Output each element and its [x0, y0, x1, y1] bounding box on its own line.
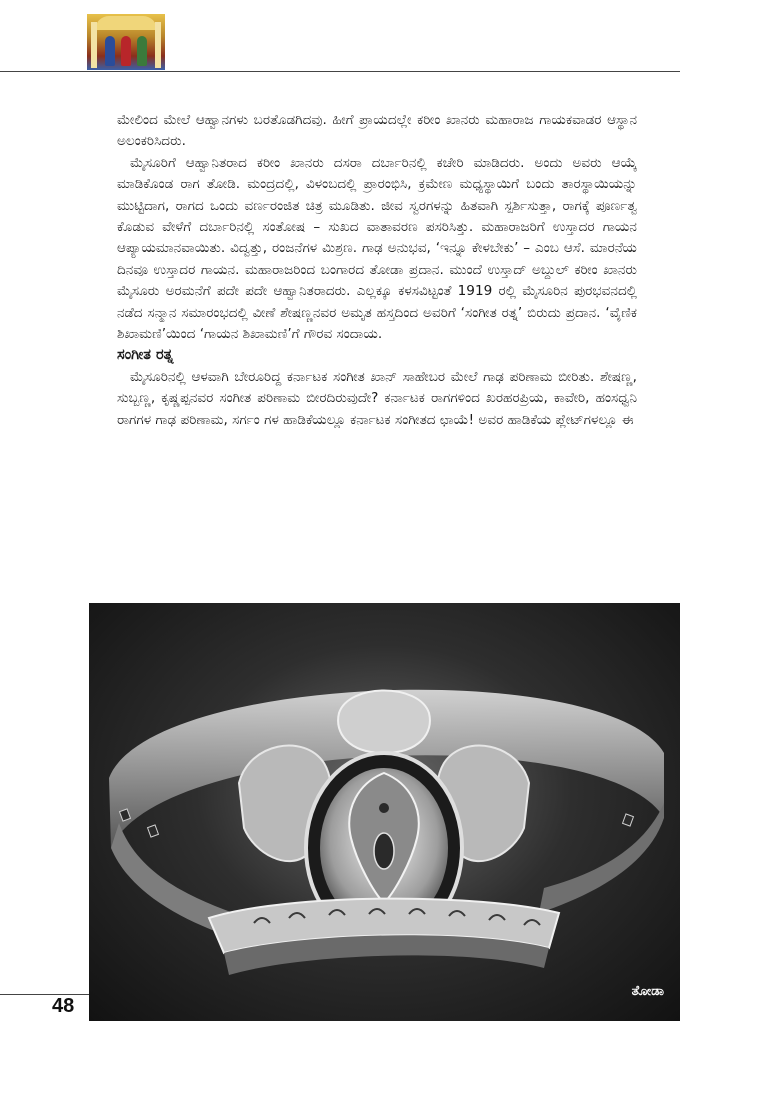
header-logo-image — [87, 14, 165, 70]
bracelet-photo — [89, 603, 680, 1021]
logo-pillar-left — [91, 22, 97, 68]
article-body — [117, 110, 637, 431]
logo-figure-2 — [121, 36, 131, 66]
header-rule — [0, 71, 680, 72]
paragraph-1: ಮೇಲಿಂದ ಮೇಲೆ ಆಹ್ವಾನಗಳು ಬರತೊಡಗಿದವು. ಹೀಗೆ ಪ್ರಾಯದಲ್ಲೇ ಕರೀಂ ಖಾನರು ಮಹಾರಾಜ ಗಾಯಕವಾಡರ ಆಸ್ಥಾನ ಅಲಂಕರಿಸಿದರು. — [117, 112, 637, 150]
logo-arch-shape — [95, 16, 157, 30]
paragraph-3: ಮೈಸೂರಿನಲ್ಲಿ ಆಳವಾಗಿ ಬೇರೂರಿದ್ದ ಕರ್ನಾಟಕ ಸಂಗೀತ ಖಾನ್ ಸಾಹೇಬರ ಮೇಲೆ ಗಾಢ ಪರಿಣಾಮ ಬೀರಿತು. ಶೇಷಣ್ಣ, ಸುಬ್ಬಣ್ಣ, ಕೃಷ್ಣಪ್ಪನವರ ಸಂಗೀತ ಪರಿಣಾಮ ಬೀರದಿರುವುದೇ? ಕರ್ನಾಟಕ ರಾಗಗಳಿಂದ ಖರಹರಪ್ರಿಯ, ಕಾವೇರಿ, ಹಂಸಧ್ವನಿ ರಾಗಗಳ ಗಾಢ ಪರಿಣಾಮ, ಸರ್ಗಂ ಗಳ ಹಾಡಿಕೆಯಲ್ಲೂ ಕರ್ನಾಟಕ ಸಂಗೀತದ ಛಾಯೆ! ಅವರ ಹಾಡಿಕೆಯ ಪ್ಲೇಟ್‌ಗಳಲ್ಲೂ ಈ — [117, 368, 637, 428]
bracelet-illustration — [89, 603, 680, 1021]
logo-figure-1 — [105, 36, 115, 66]
logo-pillar-right — [155, 22, 161, 68]
paragraph-2: ಮೈಸೂರಿಗೆ ಆಹ್ವಾನಿತರಾದ ಕರೀಂ ಖಾನರು ದಸರಾ ದರ್ಬಾರಿನಲ್ಲಿ ಕಚೇರಿ ಮಾಡಿದರು. ಅಂದು ಅವರು ಆಯ್ಕೆ ಮಾಡಿಕೊಂಡ ರಾಗ ತೋಡಿ. ಮಂದ್ರದಲ್ಲಿ, ವಿಳಂಬದಲ್ಲಿ ಪ್ರಾರಂಭಿಸಿ, ಕ್ರಮೇಣ ಮಧ್ಯಸ್ಥಾಯಿಗೆ ಬಂದು ತಾರಸ್ಥಾಯಿಯನ್ನು ಮುಟ್ಟಿದಾಗ, ರಾಗದ ಒಂದು ವರ್ಣರಂಜಿತ ಚಿತ್ರ ಮೂಡಿತು. ಜೀವ ಸ್ವರಗಳನ್ನು ಹಿತವಾಗಿ ಸ್ಪರ್ಶಿಸುತ್ತಾ, ರಾಗಕ್ಕೆ ಪೂರ್ಣತ್ವ ಕೊಡುವ ವೇಳೆಗೆ ದರ್ಬಾರಿನಲ್ಲಿ ಸಂತೋಷ – ಸುಖದ ವಾತಾವರಣ ಪಸರಿಸಿತ್ತು. ಮಹಾರಾಜರಿಗೆ ಉಸ್ತಾದರ ಗಾಯನ ಆಪ್ಯಾಯಮಾನವಾಯಿತು. ವಿದ್ವತ್ತು, ರಂಜನೆಗಳ ಮಿಶ್ರಣ. ಗಾಢ ಅನುಭವ, ‘ಇನ್ನೂ ಕೇಳಬೇಕು’ – ಎಂಬ ಆಸೆ. ಮಾರನೆಯ ದಿನವೂ ಉಸ್ತಾದರ ಗಾಯನ. ಮಹಾರಾಜರಿಂದ ಬಂಗಾರದ ತೋಡಾ ಪ್ರದಾನ. ಮುಂದೆ ಉಸ್ತಾದ್ ಅಬ್ದುಲ್ ಕರೀಂ ಖಾನರು ಮೈಸೂರು ಅರಮನೆಗೆ ಪದೇ ಪದೇ ಆಹ್ವಾನಿತರಾದರು. ಎಲ್ಲಕ್ಕೂ ಕಳಸವಿಟ್ಟಂತೆ 1919 ರಲ್ಲಿ ಮೈಸೂರಿನ ಪುರಭವನದಲ್ಲಿ ನಡೆದ ಸನ್ಮಾನ ಸಮಾರಂಭದಲ್ಲಿ ವೀಣೆ ಶೇಷಣ್ಣನವರ ಅಮೃತ ಹಸ್ತದಿಂದ ಅವರಿಗೆ ‘ಸಂಗೀತ ರತ್ನ’ ಬಿರುದು ಪ್ರದಾನ. ‘ವೈಣಿಕ ಶಿಖಾಮಣಿ’ಯಿಂದ ‘ಗಾಯನ ಶಿಖಾಮಣಿ’ಗೆ ಗೌರವ ಸಂದಾಯ. — [117, 154, 637, 343]
photo-caption: ತೋಡಾ — [631, 984, 664, 999]
footer-rule — [0, 994, 89, 995]
section-heading: ಸಂಗೀತ ರತ್ನ — [117, 347, 174, 364]
logo-figure-3 — [137, 36, 147, 66]
page-number: 48 — [52, 995, 75, 1017]
